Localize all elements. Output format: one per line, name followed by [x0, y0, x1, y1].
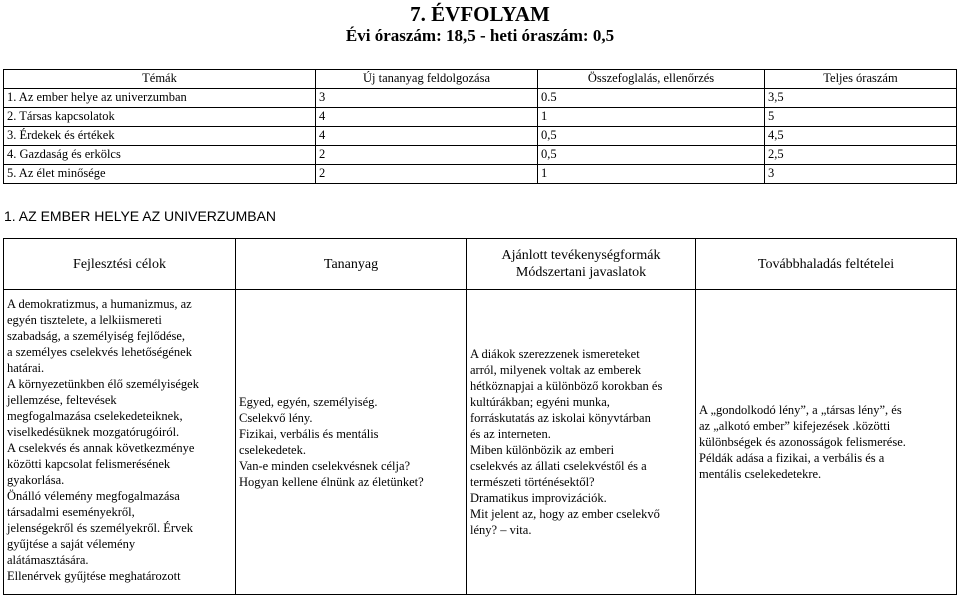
activities-line: hétköznapjai a különböző korokban és: [470, 379, 663, 393]
activities-line: forráskutatás az iskolai könyvtárban: [470, 411, 651, 425]
goals-line: alátámasztására.: [7, 553, 89, 567]
material-line: Cselekvő lény.: [239, 411, 313, 425]
goals-line: megfogalmazása cselekedeteiknek,: [7, 409, 183, 423]
summary-header-total-hours: Teljes óraszám: [765, 70, 957, 89]
topic-cell: 2. Társas kapcsolatok: [4, 108, 316, 127]
header-material: Tananyag: [236, 239, 467, 290]
goals-line: viselkedésüknek mozgatórugóiról.: [7, 425, 180, 439]
table-row: [4, 89, 957, 108]
new-material-cell: 3: [316, 89, 538, 108]
new-material-cell: 2: [316, 146, 538, 165]
material-cell: [236, 290, 467, 595]
goals-line: egyén tisztelete, a lelkiismereti: [7, 313, 162, 327]
activities-line: Dramatikus improvizációk.: [470, 491, 607, 505]
activities-line: és az interneten.: [470, 427, 551, 441]
goals-line: Önálló vélemény megfogalmazása: [7, 489, 180, 503]
progression-line: különbségek és azonosságok felismerése.: [699, 435, 906, 449]
material-line: Van-e minden cselekvésnek célja?: [239, 459, 411, 473]
goals-line: társadalmi eseményekről,: [7, 505, 135, 519]
activities-line: kultúrákban; egyéni munka,: [470, 395, 610, 409]
review-cell: 0,5: [538, 146, 765, 165]
goals-line: a személyes cselekvés lehetőségének: [7, 345, 192, 359]
page-subtitle: Évi óraszám: 18,5 - heti óraszám: 0,5: [345, 26, 615, 45]
total-hours-cell: 2,5: [765, 146, 957, 165]
progression-cell: [696, 290, 957, 595]
goals-line: szabadság, a személyiség fejlődése,: [7, 329, 186, 343]
header-progression-conditions: Továbbhaladás feltételei: [696, 239, 957, 290]
goals-line: közötti kapcsolat felismerésének: [7, 457, 171, 471]
review-cell: 0,5: [538, 127, 765, 146]
development-goals-cell: [4, 290, 236, 595]
page-title: 7. ÉVFOLYAM: [410, 2, 550, 26]
table-row: [4, 127, 957, 146]
curriculum-table: [3, 238, 957, 595]
activities-line: Mit jelent az, hogy az ember cselekvő: [470, 507, 660, 521]
activities-line: A diákok szerezzenek ismereteket: [470, 347, 640, 361]
header-activities-line1: Ajánlott tevékenységformák: [501, 248, 661, 263]
total-hours-cell: 3: [765, 165, 957, 184]
table-row: [4, 146, 957, 165]
summary-header-new-material: Új tananyag feldolgozása: [316, 70, 538, 89]
goals-line: A cselekvés és annak következménye: [7, 441, 195, 455]
header-activities: [467, 239, 696, 290]
goals-line: A demokratizmus, a humanizmus, az: [7, 297, 192, 311]
curriculum-body-row: [4, 290, 957, 595]
total-hours-cell: 3,5: [765, 89, 957, 108]
new-material-cell: 4: [316, 108, 538, 127]
activities-cell: [467, 290, 696, 595]
review-cell: 1: [538, 165, 765, 184]
material-line: Hogyan kellene élnünk az életünket?: [239, 475, 424, 489]
review-cell: 0.5: [538, 89, 765, 108]
material-line: Egyed, egyén, személyiség.: [239, 395, 378, 409]
new-material-cell: 2: [316, 165, 538, 184]
summary-table: [3, 69, 957, 184]
total-hours-cell: 4,5: [765, 127, 957, 146]
header-activities-line2: Módszertani javaslatok: [515, 265, 647, 280]
activities-line: arról, milyenek voltak az emberek: [470, 363, 642, 377]
summary-header-topics: Témák: [4, 70, 316, 89]
section-title: 1. AZ EMBER HELYE AZ UNIVERZUMBAN: [4, 208, 277, 224]
activities-line: természeti történésektől?: [470, 475, 595, 489]
progression-line: A „gondolkodó lény”, a „társas lény”, és: [699, 403, 902, 417]
progression-line: Példák adása a fizikai, a verbális és a: [699, 451, 885, 465]
activities-line: lény? – vita.: [470, 523, 532, 537]
new-material-cell: 4: [316, 127, 538, 146]
review-cell: 1: [538, 108, 765, 127]
goals-line: határai.: [7, 361, 45, 375]
topic-cell: 5. Az élet minősége: [4, 165, 316, 184]
progression-line: az „alkotó ember” kifejezések .közötti: [699, 419, 891, 433]
goals-line: Ellenérvek gyűjtése meghatározott: [7, 569, 181, 583]
topic-cell: 1. Az ember helye az univerzumban: [4, 89, 316, 108]
goals-line: jellemzése, feltevések: [7, 393, 117, 407]
goals-line: jelenségekről és személyekről. Érvek: [7, 521, 194, 535]
table-row: [4, 165, 957, 184]
progression-line: mentális cselekedetekre.: [699, 467, 822, 481]
material-line: cselekedetek.: [239, 443, 306, 457]
curriculum-header-row: [4, 239, 957, 290]
activities-line: Miben különbözik az emberi: [470, 443, 615, 457]
summary-header-review: Összefoglalás, ellenőrzés: [538, 70, 765, 89]
total-hours-cell: 5: [765, 108, 957, 127]
material-line: Fizikai, verbális és mentális: [239, 427, 379, 441]
goals-line: gyűjtése a saját vélemény: [7, 537, 136, 551]
header-development-goals: Fejlesztési célok: [4, 239, 236, 290]
goals-line: gyakorlása.: [7, 473, 65, 487]
goals-line: A környezetünkben élő személyiségek: [7, 377, 199, 391]
activities-line: cselekvés az állati cselekvéstől és a: [470, 459, 647, 473]
topic-cell: 4. Gazdaság és erkölcs: [4, 146, 316, 165]
table-row: [4, 108, 957, 127]
topic-cell: 3. Érdekek és értékek: [4, 127, 316, 146]
summary-table-header-row: [4, 70, 957, 89]
